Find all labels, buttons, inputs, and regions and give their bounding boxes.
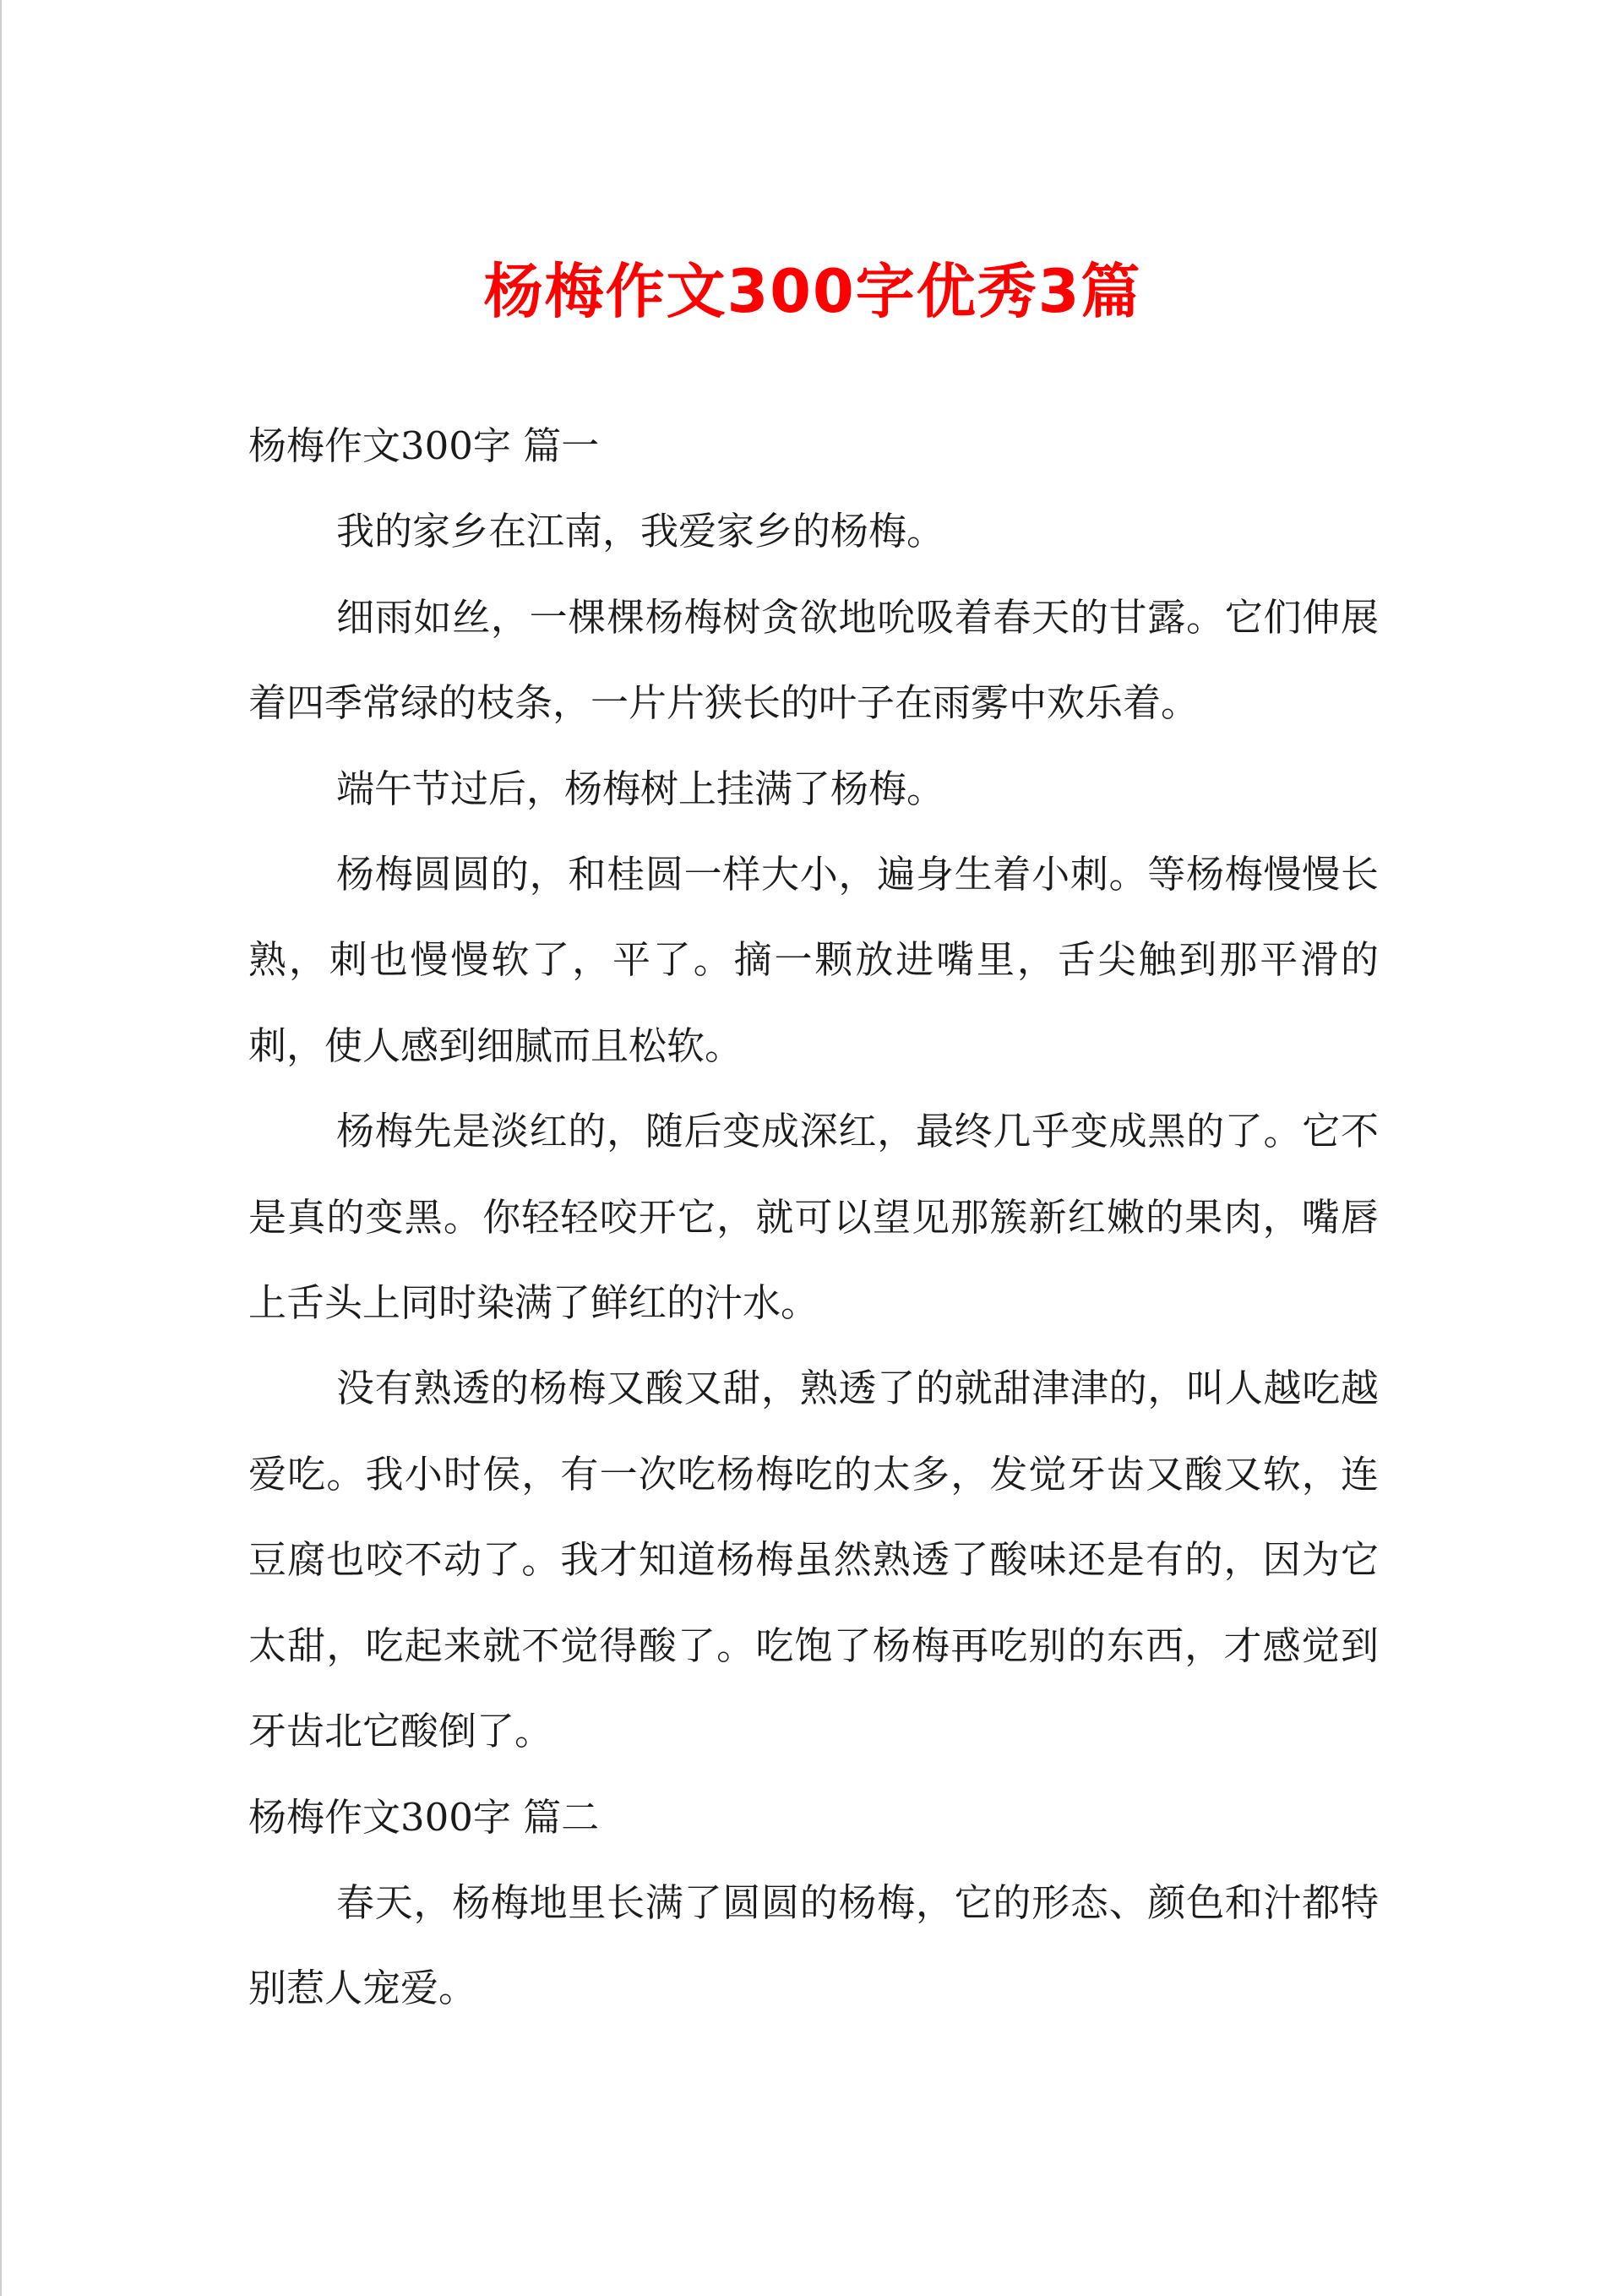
document-title: 杨梅作文300字优秀3篇 xyxy=(483,257,1142,326)
paragraph: 我的家乡在江南，我爱家乡的杨梅。 xyxy=(336,509,945,554)
paragraph: 没有熟透的杨梅又酸又甜，熟透了的就甜津津的，叫人越吃越爱吃。我小时侯，有一次吃杨梅吃的太多，发觉牙齿又酸又软，连豆腐也咬不动了。我才知道杨梅虽然熟透了酸味还是有的，因为它太甜，吃起来就不觉得酸了。吃饱了杨梅再吃别的东西，才感觉到牙齿北它酸倒了。 xyxy=(248,1366,1379,1754)
paragraph: 杨梅先是淡红的，随后变成深红，最终几乎变成黑的了。它不是真的变黑。你轻轻咬开它，就可以望见那簇新红嫩的果肉，嘴唇上舌头上同时染满了鲜红的汁水。 xyxy=(248,1109,1379,1326)
section-heading-1: 杨梅作文300字 篇一 xyxy=(248,423,600,468)
paragraph: 细雨如丝，一棵棵杨梅树贪欲地吮吸着春天的甘露。它们伸展着四季常绿的枝条，一片片狭长的叶子在雨雾中欢乐着。 xyxy=(248,594,1379,726)
paragraph: 杨梅圆圆的，和桂圆一样大小，遍身生着小刺。等杨梅慢慢长熟，刺也慢慢软了，平了。摘一颗放进嘴里，舌尖触到那平滑的刺，使人感到细腻而且松软。 xyxy=(248,852,1379,1068)
paragraph: 春天，杨梅地里长满了圆圆的杨梅，它的形态、颜色和汁都特别惹人宠爱。 xyxy=(248,1879,1379,2011)
paragraph: 端午节过后，杨梅树上挂满了杨梅。 xyxy=(336,766,945,811)
section-heading-2: 杨梅作文300字 篇二 xyxy=(248,1794,600,1840)
document-body xyxy=(248,403,1379,2031)
